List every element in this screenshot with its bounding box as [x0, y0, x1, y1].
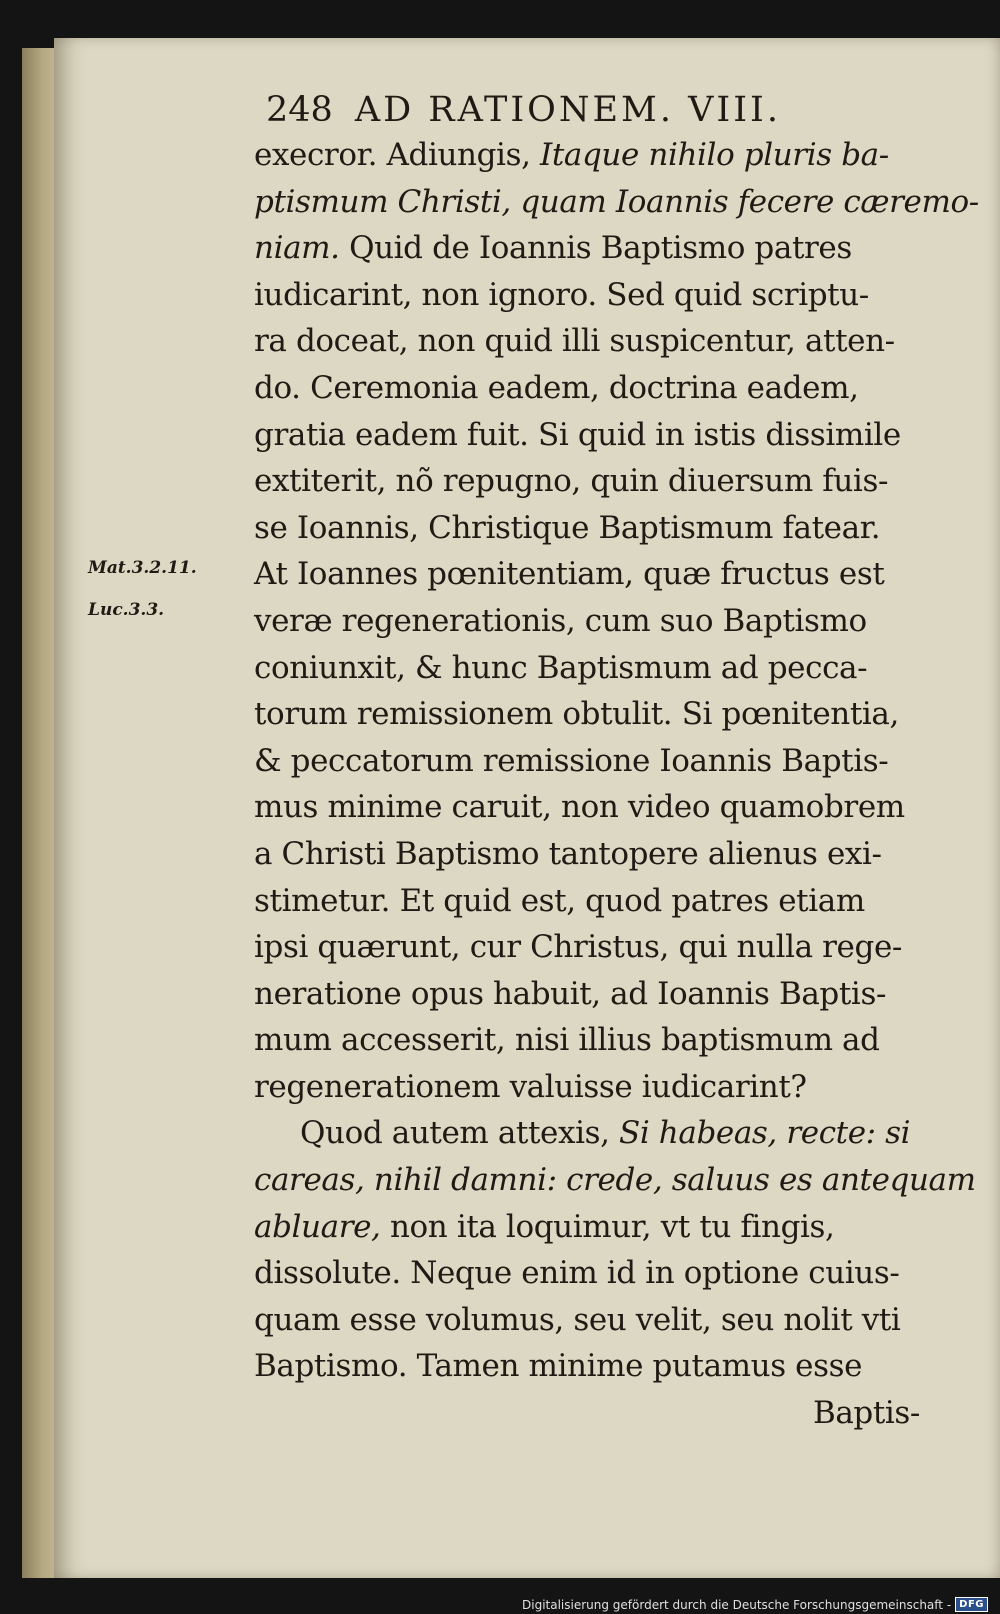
roman-text: iudicarint, non ignoro. Sed quid scriptu-: [254, 276, 869, 313]
roman-text: execror. Adiungis,: [254, 137, 540, 173]
roman-text: mum accesserit, nisi illius baptismum ad: [254, 1022, 880, 1059]
italic-text: niam.: [254, 230, 340, 267]
roman-text: se Ioannis, Christique Baptismum fatear.: [254, 509, 881, 546]
roman-text: & peccatorum remissione Ioannis Baptis-: [254, 742, 889, 779]
roman-text: ipsi quærunt, cur Christus, qui nulla rege-: [254, 929, 902, 966]
text-line: [254, 505, 980, 552]
text-line: [254, 225, 980, 272]
roman-text: Baptismo. Tamen minime putamus esse: [254, 1348, 863, 1385]
text-line: [254, 179, 980, 226]
roman-text: veræ regenerationis, cum suo Baptismo: [254, 602, 867, 639]
text-line: [254, 878, 980, 925]
text-line: [254, 132, 980, 179]
text-line: [254, 272, 980, 319]
italic-text: careas, nihil damni: crede, saluus es antequam: [254, 1162, 976, 1199]
roman-text: Quid de Ioannis Baptismo patres: [339, 230, 852, 267]
italic-text: ptismum Christi, quam Ioannis fecere cæremo-: [254, 183, 979, 220]
text-line: [254, 645, 980, 692]
italic-text: Itaque nihilo pluris ba-: [540, 137, 889, 173]
italic-text: abluare,: [254, 1208, 381, 1245]
page-number: 248: [266, 90, 333, 130]
text-line: [254, 1157, 980, 1204]
book-page: [54, 38, 1000, 1578]
running-head-title: AD RATIONEM. VIII.: [354, 90, 781, 130]
text-line: [254, 924, 980, 971]
text-line: [254, 1110, 980, 1157]
margin-note-matthew: Mat.3.2.11.: [88, 558, 197, 578]
roman-text: stimetur. Et quid est, quod patres etiam: [254, 882, 865, 919]
roman-text: ra doceat, non quid illi suspicentur, atten-: [254, 323, 895, 360]
roman-text: a Christi Baptismo tantopere alienus exi-: [254, 835, 882, 872]
roman-text: dissolute. Neque enim id in optione cuius-: [254, 1255, 900, 1292]
roman-text: do. Ceremonia eadem, doctrina eadem,: [254, 369, 859, 406]
roman-text: torum remissionem obtulit. Si pœnitentia,: [254, 696, 899, 733]
text-line: [254, 365, 980, 412]
roman-text: At Ioannes pœnitentiam, quæ fructus est: [254, 556, 885, 593]
text-line: [254, 971, 980, 1018]
roman-text: coniunxit, & hunc Baptismum ad pecca-: [254, 649, 868, 686]
roman-text: non ita loquimur, vt tu fingis,: [380, 1208, 835, 1245]
roman-text: extiterit, nõ repugno, quin diuersum fuis-: [254, 463, 889, 500]
italic-text: Si habeas, recte: si: [619, 1115, 911, 1152]
text-line: [254, 1017, 980, 1064]
roman-text: quam esse volumus, seu velit, seu nolit vti: [254, 1301, 901, 1338]
roman-text: gratia eadem fuit. Si quid in istis dissimile: [254, 416, 901, 453]
text-line: [254, 1343, 980, 1390]
text-line: [254, 551, 980, 598]
text-line: [254, 691, 980, 738]
roman-text: Quod autem attexis,: [300, 1115, 619, 1152]
text-line: [254, 831, 980, 878]
text-line: [254, 412, 980, 459]
credit-text: Digitalisierung gefördert durch die Deutsche Forschungsgemeinschaft -: [522, 1597, 952, 1612]
text-line: [254, 784, 980, 831]
text-line: [254, 738, 980, 785]
text-line: [254, 1204, 980, 1251]
body-text: [254, 132, 980, 1437]
digitization-credit: [522, 1597, 988, 1612]
running-head: [266, 90, 781, 130]
roman-text: neratione opus habuit, ad Ioannis Baptis-: [254, 975, 887, 1012]
text-line: [254, 1297, 980, 1344]
catchword: [254, 1390, 980, 1437]
text-line: [254, 598, 980, 645]
roman-text: mus minime caruit, non video quamobrem: [254, 789, 905, 826]
dfg-logo: DFG: [955, 1597, 988, 1612]
text-line: [254, 318, 980, 365]
text-line: [254, 1064, 980, 1111]
text-line: [254, 1250, 980, 1297]
roman-text: regenerationem valuisse iudicarint?: [254, 1068, 807, 1105]
text-line: [254, 458, 980, 505]
roman-text: Baptis-: [812, 1395, 920, 1432]
margin-note-luke: Luc.3.3.: [88, 600, 165, 620]
